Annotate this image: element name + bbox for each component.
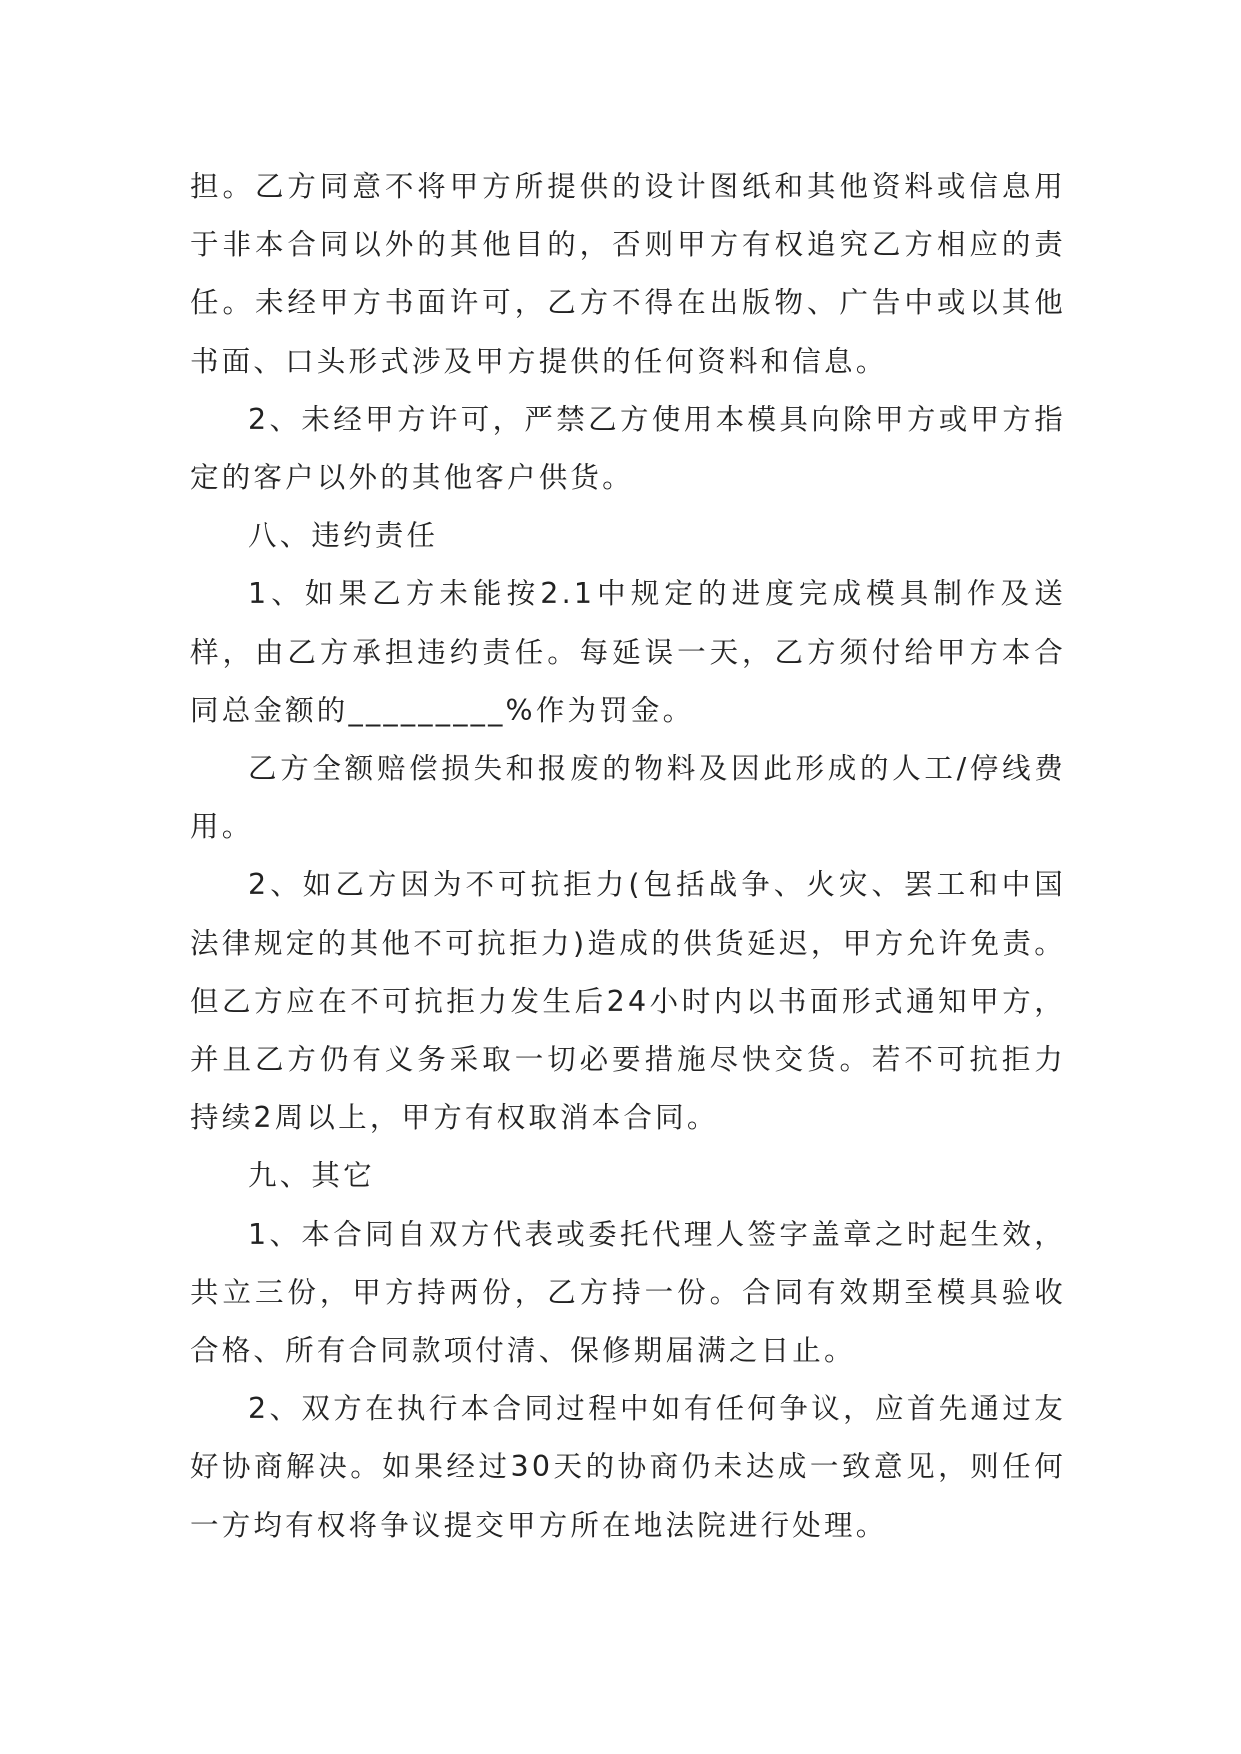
document-body bbox=[190, 158, 1066, 1555]
paragraph-compensation: 乙方全额赔偿损失和报废的物料及因此形成的人工/停线费用。 bbox=[190, 752, 1066, 844]
section-heading-breach-liability: 八、违约责任 bbox=[248, 519, 439, 553]
paragraph-force-majeure: 2、如乙方因为不可抗拒力(包括战争、火灾、罢工和中国法律规定的其他不可抗拒力)造成的供货延迟，甲方允许免责。但乙方应在不可抗拒力发生后24小时内以书面形式通知甲方，并且乙方仍有义务采取一切必要措施尽快交货。若不可抗拒力持续2周以上，甲方有权取消本合同。 bbox=[190, 868, 1066, 1135]
paragraph-dispute-resolution: 2、双方在执行本合同过程中如有任何争议，应首先通过友好协商解决。如果经过30天的协商仍未达成一致意见，则任何一方均有权将争议提交甲方所在地法院进行处理。 bbox=[190, 1392, 1066, 1542]
section-heading-others: 九、其它 bbox=[248, 1159, 375, 1193]
paragraph-delay-penalty: 1、如果乙方未能按2.1中规定的进度完成模具制作及送样，由乙方承担违约责任。每延误一天，乙方须付给甲方本合同总金额的_________%作为罚金。 bbox=[190, 577, 1066, 727]
paragraph-effectiveness: 1、本合同自双方代表或委托代理人签字盖章之时起生效，共立三份，甲方持两份，乙方持一份。合同有效期至模具验收合格、所有合同款项付清、保修期届满之日止。 bbox=[190, 1217, 1066, 1368]
paragraph-supply-restriction: 2、未经甲方许可，严禁乙方使用本模具向除甲方或甲方指定的客户以外的其他客户供货。 bbox=[190, 402, 1066, 495]
paragraph-confidentiality-continued: 担。乙方同意不将甲方所提供的设计图纸和其他资料或信息用于非本合同以外的其他目的，否则甲方有权追究乙方相应的责任。未经甲方书面许可，乙方不得在出版物、广告中或以其他书面、口头形式涉及甲方提供的任何资料和信息。 bbox=[190, 170, 1066, 378]
